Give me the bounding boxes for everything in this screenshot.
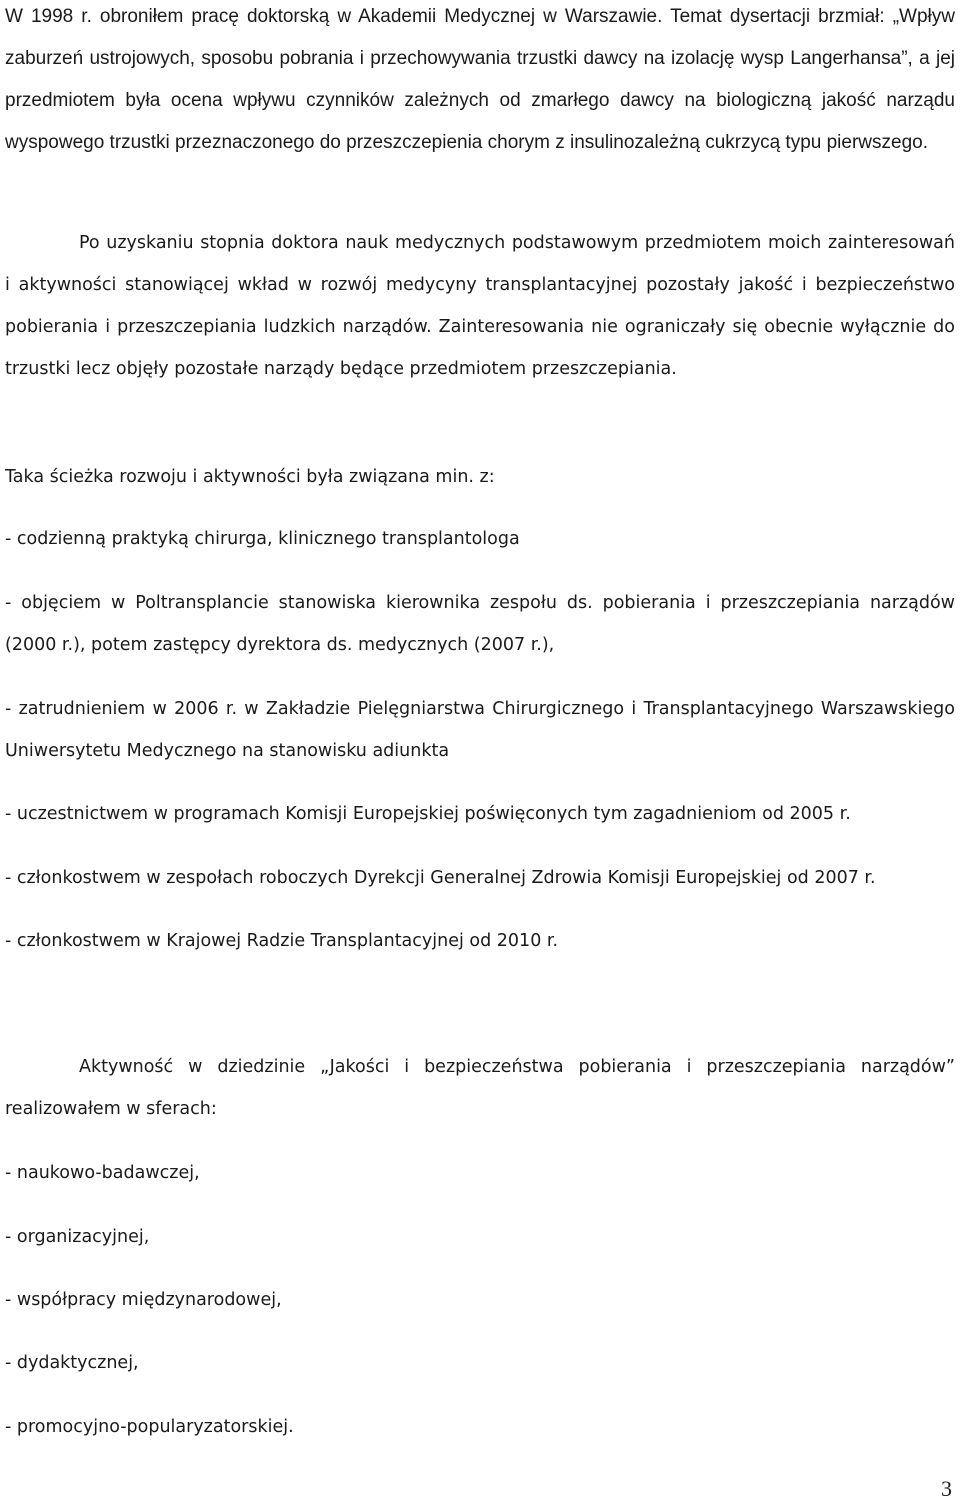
sphere-item-organizational: - organizacyjnej, <box>5 1227 150 1247</box>
activity-intro-paragraph: Aktywność w dziedzinie „Jakości i bezpieczeństwa pobierania i przeszczepiania narządów” realizowałem w sferach: <box>5 1057 955 1119</box>
path-item-eu-programs: - uczestnictwem w programach Komisji Europejskiej poświęconych tym zagadnieniom od 2005 r. <box>5 804 851 824</box>
sphere-item-promotional: - promocyjno-popularyzatorskiej. <box>5 1417 294 1437</box>
path-item-national-council: - członkostwem w Krajowej Radzie Transplantacyjnej od 2010 r. <box>5 931 559 951</box>
sphere-item-international: - współpracy międzynarodowej, <box>5 1290 282 1310</box>
page-number: 3 <box>941 1476 952 1501</box>
sphere-item-research: - naukowo-badawczej, <box>5 1163 200 1183</box>
path-item-poltransplant: - objęciem w Poltransplancie stanowiska kierownika zespołu ds. pobierania i przeszczepiania narządów (2000 r.), potem zastępcy dyrektora ds. medycznych (2007 r.), <box>5 593 955 655</box>
interests-paragraph: Po uzyskaniu stopnia doktora nauk medycznych podstawowym przedmiotem moich zainteresowań i aktywności stanowiącej wkład w rozwój medycyny transplantacyjnej pozostały jakość i bezpieczeństwo pobierania i przeszczepiania ludzkich narządów. Zainteresowania nie ograniczały się obecnie wyłącznie do trzustki lecz objęły pozostałe narządy będące przedmiotem przeszczepiania. <box>5 233 955 379</box>
path-intro: Taka ścieżka rozwoju i aktywności była związana min. z: <box>5 467 495 487</box>
dissertation-paragraph: W 1998 r. obroniłem pracę doktorską w Akademii Medycznej w Warszawie. Temat dysertacji brzmiał: „Wpływ zaburzeń ustrojowych, sposobu pobrania i przechowywania trzustki dawcy na izolację wysp Langerhansa”, a jej przedmiotem była ocena wpływu czynników zależnych od zmarłego dawcy na biologiczną jakość narządu wyspowego trzustki przeznaczonego do przeszczepienia chorym z insulinozależną cukrzycą typu pierwszego. <box>5 6 955 153</box>
path-item-practice: - codzienną praktyką chirurga, klinicznego transplantologa <box>5 529 520 549</box>
path-item-employment: - zatrudnieniem w 2006 r. w Zakładzie Pielęgniarstwa Chirurgicznego i Transplantacyjnego Warszawskiego Uniwersytetu Medycznego na stanowisku adiunkta <box>5 699 955 761</box>
path-item-eu-working-groups: - członkostwem w zespołach roboczych Dyrekcji Generalnej Zdrowia Komisji Europejskiej od 2007 r. <box>5 868 876 888</box>
sphere-item-didactic: - dydaktycznej, <box>5 1353 139 1373</box>
